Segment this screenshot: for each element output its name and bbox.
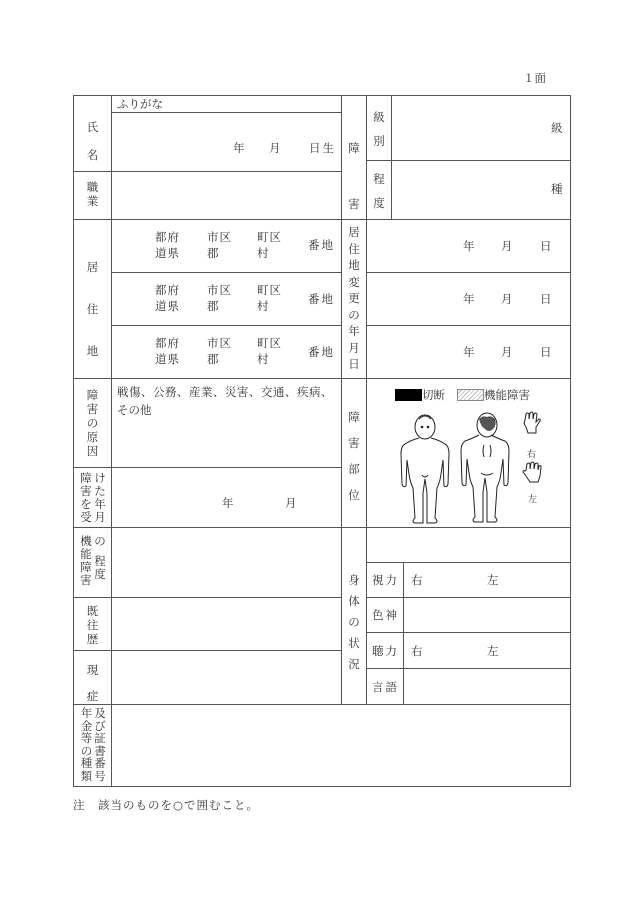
- history-label-char: 往: [86, 618, 99, 632]
- address-field-2[interactable]: [112, 273, 341, 325]
- disability-label: [342, 120, 366, 232]
- change-label-char: 月: [348, 340, 360, 355]
- name-label-char: 名: [86, 148, 99, 162]
- color-vision-field[interactable]: [404, 598, 570, 632]
- pension-label-char: 等: [80, 731, 93, 745]
- disability-label-char: 障: [348, 141, 360, 155]
- pref-top-1: 都府: [155, 230, 180, 244]
- residence-label: [74, 246, 111, 372]
- furigana-label: ふりがな: [117, 97, 163, 111]
- body-label-char: の: [348, 615, 360, 629]
- city-bottom-3: 郡: [207, 352, 219, 366]
- residence-change-label: [342, 224, 366, 373]
- pension-label-char: 金: [80, 718, 93, 733]
- pension-label-char: 証: [94, 731, 106, 745]
- cause-label-char: 因: [86, 444, 99, 458]
- town-top-1: 町区: [257, 230, 282, 244]
- function-label-char: 程: [94, 554, 106, 568]
- body-general-field[interactable]: [367, 528, 570, 562]
- cause-label-char: 害: [86, 402, 99, 416]
- pension-label-char: の: [80, 743, 93, 758]
- received-label-char: 年: [94, 497, 106, 511]
- hearing-label: 聴力: [372, 644, 399, 658]
- change-label-char: 地: [348, 258, 360, 272]
- function-label-char: 度: [94, 567, 106, 581]
- pension-label-char: び: [94, 718, 106, 733]
- history-label-char: 既: [86, 604, 99, 618]
- pension-label-char: 種: [80, 756, 93, 770]
- body-label-char: 体: [348, 594, 360, 608]
- cause-label-char: 原: [86, 430, 99, 444]
- residence-label-char: 居: [86, 260, 99, 274]
- received-label-char: を: [80, 497, 92, 511]
- vision-left-label: 左: [487, 573, 499, 587]
- history-label: [74, 604, 111, 646]
- pension-label-char: 及: [94, 706, 106, 720]
- birth-month-label: 月: [269, 141, 281, 155]
- town-top-3: 町区: [257, 336, 282, 350]
- page-number: １面: [523, 71, 546, 85]
- functional-legend-label: 機能障害: [484, 388, 530, 402]
- occupation-label-char: 職: [86, 180, 99, 194]
- received-label-char: た: [94, 484, 106, 498]
- table-border-right: [570, 95, 571, 787]
- pension-label-char: 番: [94, 756, 106, 770]
- city-top-2: 市区: [207, 283, 232, 297]
- function-label-char: の: [94, 534, 106, 548]
- cause-label-char: 障: [86, 388, 99, 402]
- hand-left-icon: [523, 462, 541, 482]
- present-label-char: 症: [86, 689, 99, 703]
- pref-bottom-1: 道県: [155, 246, 180, 260]
- grade-field[interactable]: [392, 96, 570, 160]
- functional-legend-swatch: [457, 389, 484, 401]
- function-degree-field[interactable]: [112, 528, 341, 597]
- body-front-icon: [401, 415, 449, 523]
- body-condition-label: [342, 570, 366, 675]
- pension-label-char: 号: [94, 768, 106, 783]
- degree-label: [367, 167, 391, 215]
- vision-label: 視力: [372, 573, 399, 587]
- disability-label-char: 害: [348, 197, 360, 211]
- name-label-char: 氏: [86, 120, 99, 134]
- cause-label: [74, 388, 111, 458]
- change-month-3: 月: [501, 345, 513, 359]
- hand-left-label: 左: [528, 495, 538, 505]
- address-field-1[interactable]: [112, 220, 341, 272]
- change-day-2: 日: [540, 292, 552, 306]
- change-label-char: 更: [348, 291, 360, 305]
- birth-day-label: 日生: [309, 141, 336, 155]
- present-label: [74, 657, 111, 709]
- change-month-2: 月: [501, 292, 513, 306]
- present-label-char: 現: [86, 663, 99, 677]
- pension-label-char: 類: [80, 768, 93, 783]
- occupation-field[interactable]: [112, 172, 341, 219]
- occupation-label-char: 業: [86, 194, 99, 208]
- name-field[interactable]: [112, 113, 341, 171]
- degree-field[interactable]: [392, 161, 570, 219]
- hearing-left-label: 左: [487, 644, 499, 658]
- change-label-char: の: [348, 307, 360, 322]
- city-bottom-2: 郡: [207, 299, 219, 313]
- table-border-bottom: [73, 786, 571, 787]
- pref-bottom-2: 道県: [155, 299, 180, 313]
- furigana-field[interactable]: [190, 96, 340, 112]
- change-label-char: 居: [348, 225, 360, 239]
- grade-label-char: 級: [373, 110, 385, 124]
- speech-field[interactable]: [404, 669, 570, 704]
- town-top-2: 町区: [257, 283, 282, 297]
- pension-label-char: 書: [94, 743, 106, 758]
- pension-field[interactable]: [112, 705, 570, 786]
- change-day-3: 日: [540, 345, 552, 359]
- birth-year-label: 年: [233, 141, 245, 155]
- received-label-char: 受: [80, 510, 92, 524]
- change-year-2: 年: [463, 292, 475, 306]
- hearing-right-label: 右: [411, 644, 423, 658]
- received-year: 年: [222, 496, 234, 510]
- degree-unit: 種: [551, 182, 563, 196]
- town-bottom-1: 村: [257, 246, 269, 260]
- amputation-legend-label: 切断: [422, 388, 445, 402]
- change-label-char: 年: [348, 324, 360, 338]
- residence-label-char: 住: [86, 302, 99, 316]
- address-field-3[interactable]: [112, 326, 341, 378]
- body-label-char: 況: [348, 657, 360, 671]
- vision-right-label: 右: [411, 573, 423, 587]
- city-top-3: 市区: [207, 336, 232, 350]
- received-month: 月: [285, 496, 297, 510]
- change-label-char: 変: [348, 274, 360, 289]
- function-label-char: 障: [80, 560, 92, 574]
- footnote: 注 該当のものを○で囲むこと。: [73, 798, 260, 812]
- site-label-char: 害: [348, 436, 360, 450]
- cause-label-char: の: [86, 416, 99, 430]
- history-label-char: 歴: [86, 632, 99, 646]
- site-label-char: 位: [348, 488, 360, 502]
- function-label-char: 能: [80, 547, 92, 561]
- hand-right-icon: [524, 412, 540, 433]
- pref-bottom-3: 道県: [155, 352, 180, 366]
- site-label-char: 部: [348, 462, 360, 476]
- received-label-char: 月: [94, 510, 106, 524]
- hand-right-label: 右: [527, 450, 537, 460]
- change-year-1: 年: [463, 239, 475, 253]
- occupation-label: [74, 180, 111, 208]
- lot-3: 番地: [308, 345, 335, 359]
- name-label: [74, 113, 111, 169]
- grade-label-char: 別: [373, 134, 385, 148]
- received-label-char: 障: [80, 471, 92, 485]
- pension-label-char: 年: [80, 706, 93, 720]
- function-label-char: 害: [80, 573, 92, 587]
- grade-label: [367, 105, 391, 153]
- amputation-legend-swatch: [395, 389, 422, 401]
- body-back-icon: [461, 413, 509, 522]
- change-month-1: 月: [501, 239, 513, 253]
- cause-options-line2: その他: [117, 403, 152, 417]
- pref-top-2: 都府: [155, 283, 180, 297]
- site-label: [342, 404, 366, 508]
- lot-1: 番地: [308, 238, 335, 252]
- residence-label-char: 地: [86, 344, 99, 358]
- city-bottom-1: 郡: [207, 246, 219, 260]
- body-label-char: 身: [348, 573, 360, 587]
- change-label-char: 日: [348, 357, 360, 371]
- change-year-3: 年: [463, 345, 475, 359]
- city-top-1: 市区: [207, 230, 232, 244]
- history-field[interactable]: [112, 598, 341, 650]
- town-bottom-2: 村: [257, 299, 269, 313]
- cause-options-line1: 戦傷、公務、産業、災害、交通、疾病、: [117, 385, 333, 399]
- town-bottom-3: 村: [257, 352, 269, 366]
- present-field[interactable]: [112, 651, 341, 704]
- lot-2: 番地: [308, 292, 335, 306]
- received-label-char: け: [94, 471, 106, 485]
- degree-label-char: 程: [373, 172, 385, 186]
- body-diagram[interactable]: [395, 405, 555, 525]
- change-label-char: 住: [348, 241, 360, 256]
- received-label-char: 害: [80, 484, 92, 498]
- change-day-1: 日: [540, 239, 552, 253]
- site-label-char: 障: [348, 410, 360, 424]
- grade-unit: 級: [551, 121, 563, 135]
- pref-top-3: 都府: [155, 336, 180, 350]
- color-vision-label: 色神: [372, 608, 399, 622]
- function-label-char: 機: [80, 534, 92, 548]
- degree-label-char: 度: [373, 196, 385, 210]
- body-label-char: 状: [348, 636, 360, 650]
- speech-label: 言語: [372, 680, 399, 694]
